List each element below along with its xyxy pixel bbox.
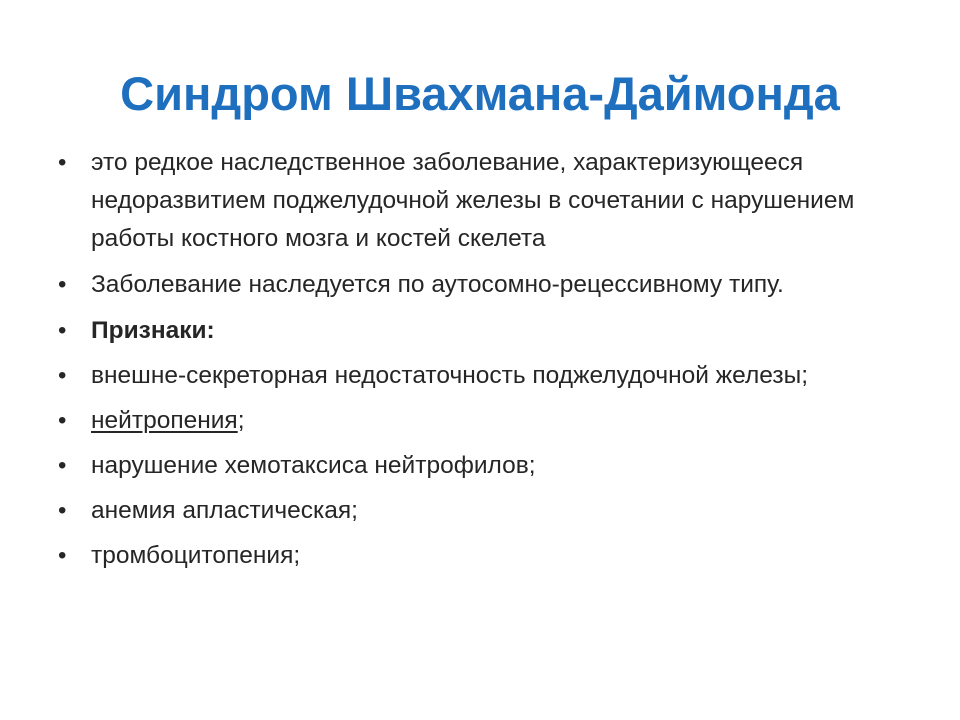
bullet-text: тромбоцитопения; xyxy=(91,542,301,569)
bullet-item-chemotaxis xyxy=(58,447,908,485)
bullet-text-heading: Признаки: xyxy=(91,317,215,344)
bullet-text: нарушение хемотаксиса нейтрофилов; xyxy=(91,452,536,479)
bullet-dot-icon: • xyxy=(58,452,67,479)
bullet-item-inheritance xyxy=(58,266,908,304)
bullet-dot-icon: • xyxy=(58,149,67,176)
bullet-item-signs-heading xyxy=(58,312,908,350)
bullet-item-thrombocytopenia xyxy=(58,537,908,575)
bullet-dot-icon: • xyxy=(58,497,67,524)
bullet-dot-icon: • xyxy=(58,271,67,298)
bullet-item-definition xyxy=(58,144,908,258)
bullet-item-anemia xyxy=(58,492,908,530)
bullet-dot-icon: • xyxy=(58,362,67,389)
bullet-text: Заболевание наследуется по аутосомно-рецессивному типу. xyxy=(91,271,784,298)
bullet-text: это редкое наследственное заболевание, характеризующееся недоразвитием поджелудочной железы в сочетании с нарушением работы костного мозга и костей скелета xyxy=(91,149,855,252)
slide-title: Синдром Швахмана-Даймонда xyxy=(120,67,840,120)
bullet-text: внешне-секреторная недостаточность поджелудочной железы; xyxy=(91,362,809,389)
bullet-text: анемия апластическая; xyxy=(91,497,358,524)
bullet-list xyxy=(58,144,908,582)
bullet-item-pancreatic-insufficiency xyxy=(58,357,908,395)
bullet-dot-icon: • xyxy=(58,317,67,344)
bullet-item-neutropenia xyxy=(58,402,908,440)
bullet-dot-icon: • xyxy=(58,407,67,434)
bullet-dot-icon: • xyxy=(58,542,67,569)
bullet-text-suffix: ; xyxy=(237,407,245,434)
neutropenia-link[interactable]: нейтропения xyxy=(91,407,238,434)
